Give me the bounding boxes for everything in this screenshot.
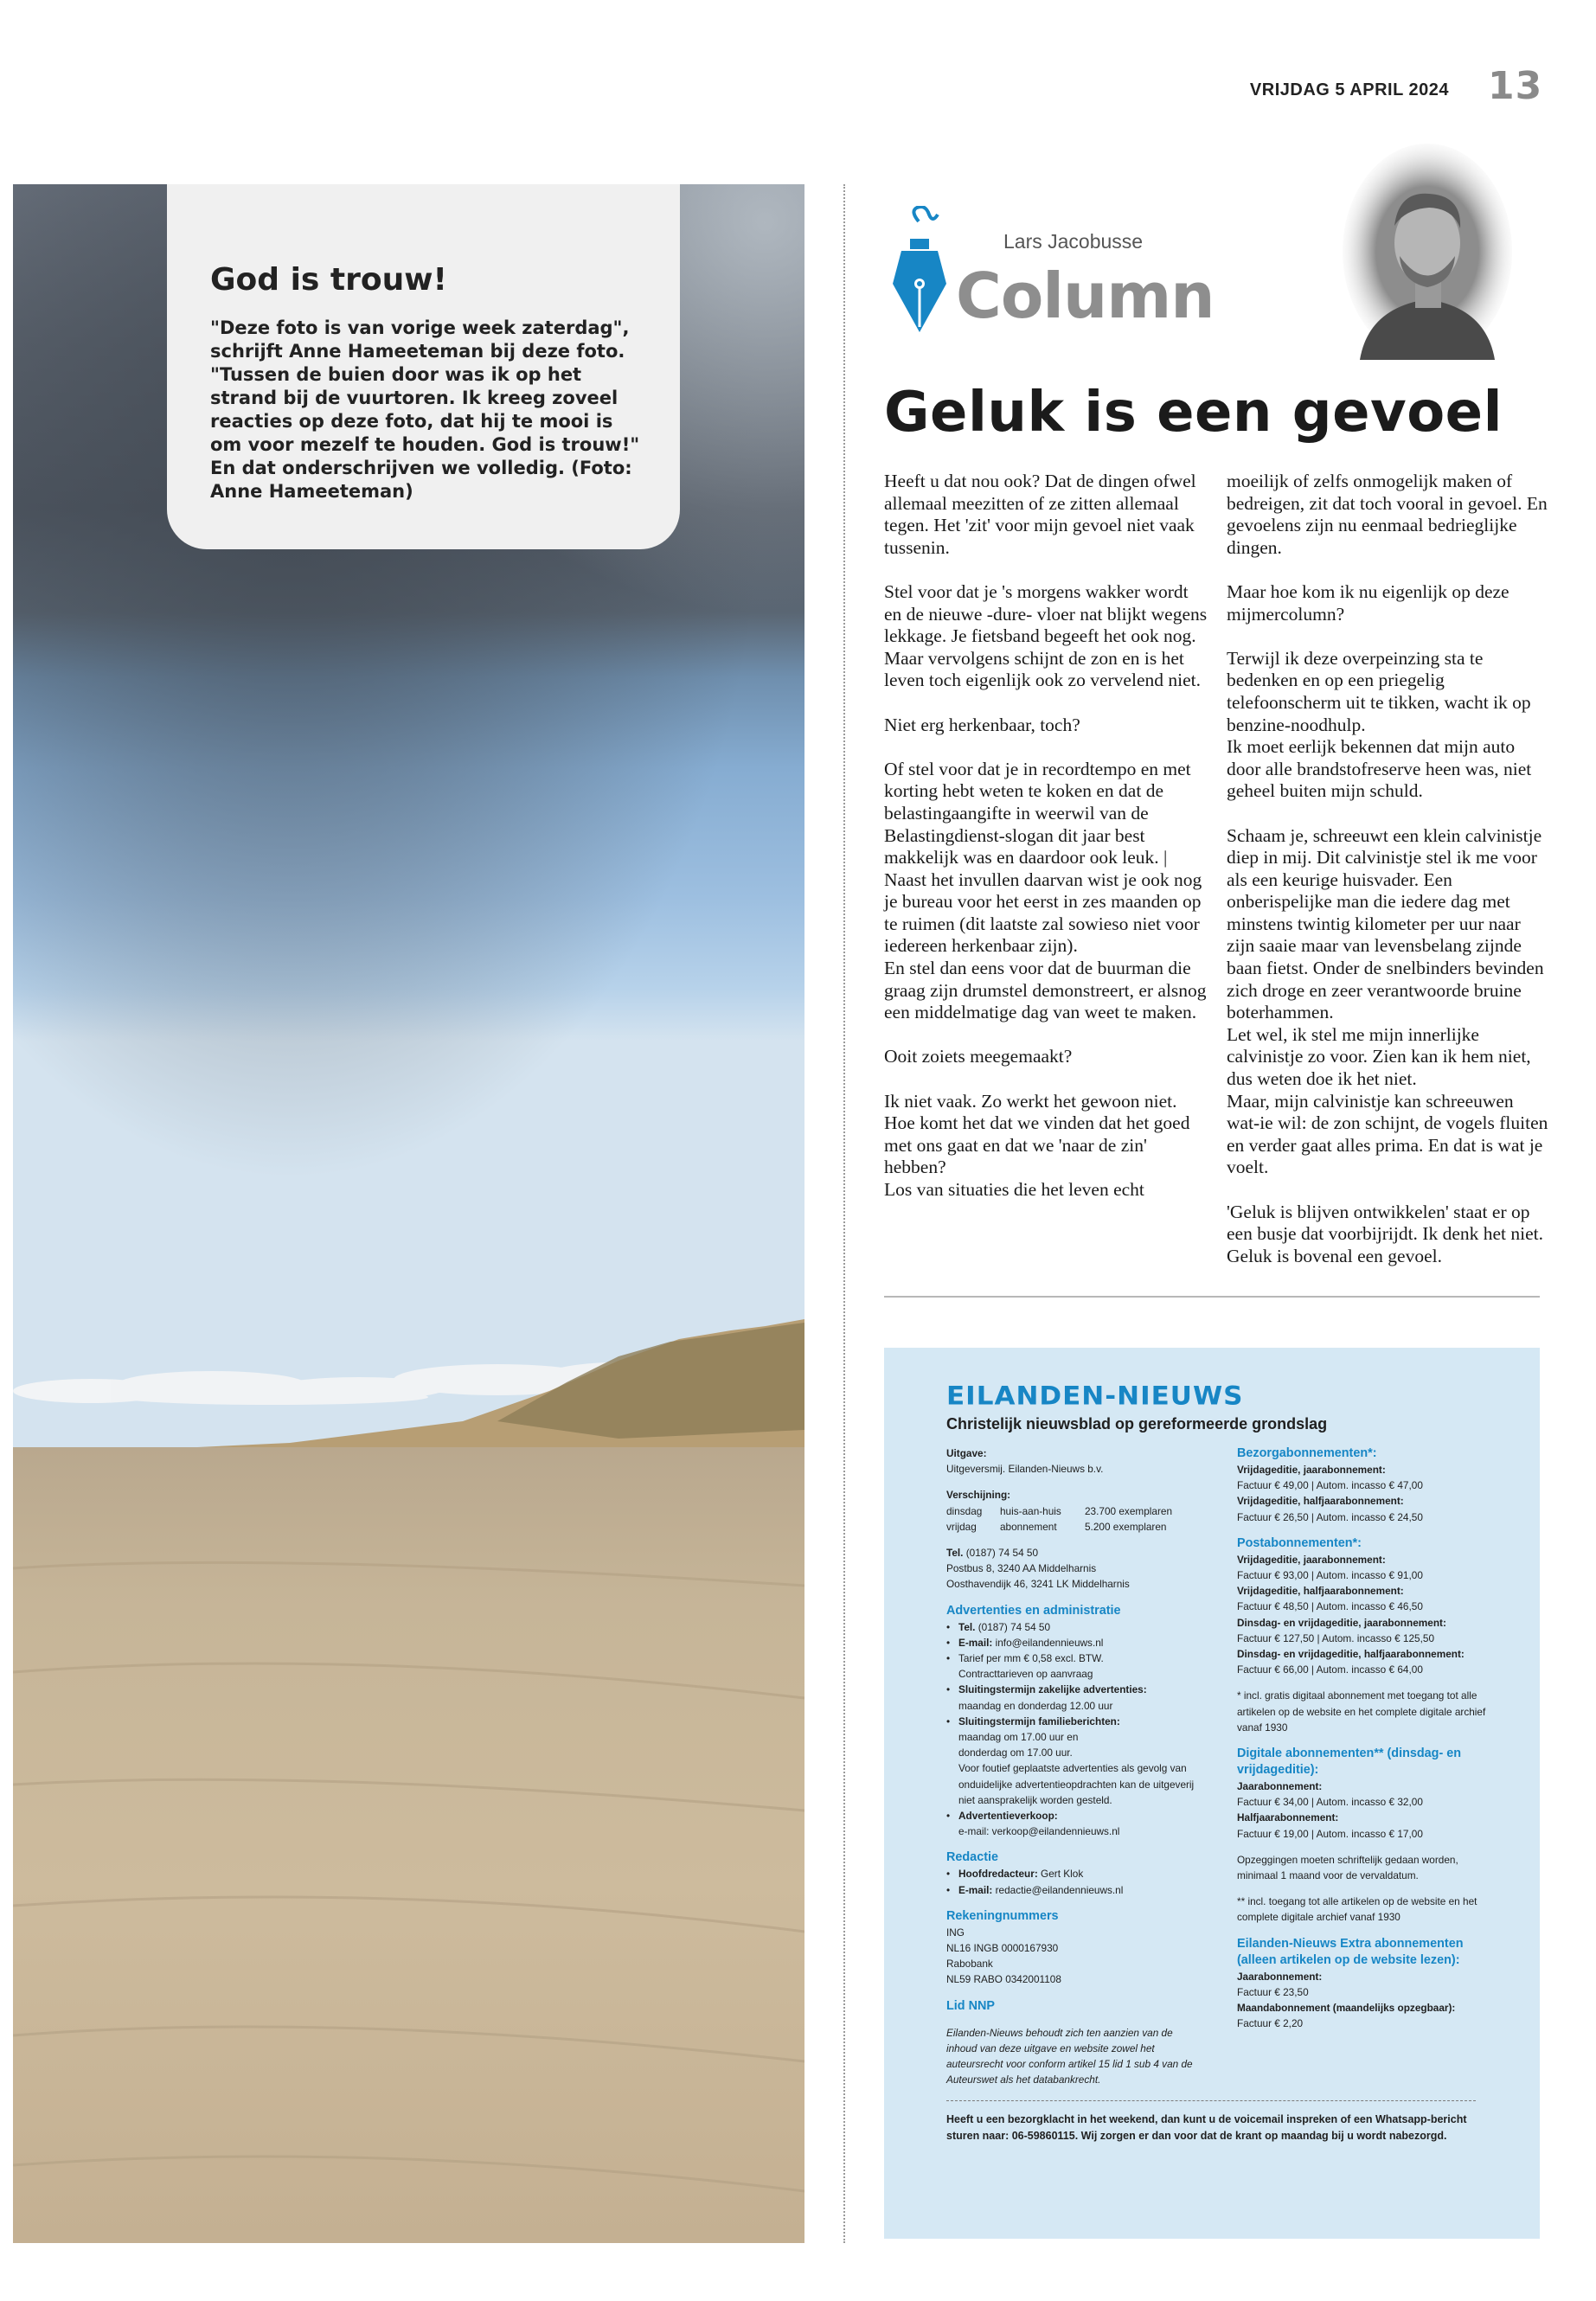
paragraph: Heeft u dat nou ook? Dat de dingen ofwel allemaal meezitten of ze zitten allemaal tegen. Het 'zit' voor mijn gevoel niet vaak tussenin. — [884, 471, 1196, 558]
paragraph: Maar, mijn calvinistje kan schreeuwen wat-ie wil: de zon schijnt, de vogels fluiten en verder gaat alles prima. En dat is wat je voelt. — [1227, 1090, 1548, 1178]
schedule-row: vrijdag abonnement 5.200 exemplaren — [946, 1520, 1167, 1533]
label: Uitgave: — [946, 1447, 987, 1459]
paragraph: Schaam je, schreeuwt een klein calvinistje diep in mij. Dit calvinistje stel ik me voor als een keurige huisvader. Een onberispelijke man die iedere dag met minstens twintig kilometer per uur naar zijn saaie maar van levensbelang zijnde baan fietst. Onder de snelbinders bevinden zich droge en zeer verantwoorde bruine boterhammen. — [1227, 824, 1544, 1023]
paragraph: Of stel voor dat je in recordtempo en met korting hebt weten te koken en dat de belastingaangifte in weerwil van de Belastingdienst-slogan dit jaar best makkelijk was en daardoor ook leuk. | Naast het invullen daarvan wist je ook nog je bureau voor het eerst in zes maanden op te ruimen (dit laatste zal sowieso niet voor iedereen herkenbaar zijn). — [884, 758, 1202, 957]
column-text-left — [884, 471, 1208, 1202]
phone: (0187) 74 54 50 — [965, 1547, 1039, 1560]
sales-email-link[interactable]: e-mail: verkoop@eilandennieuws.nl — [958, 1825, 1120, 1838]
postbus: Postbus 8, 3240 AA Middelharnis — [946, 1562, 1097, 1575]
newspaper-tagline: Christelijk nieuwsblad op gereformeerde grondslag — [946, 1415, 1328, 1433]
colophon-left-column: Uitgave: Uitgeversmij. Eilanden-Nieuws b.v. Verschijning: dinsdag huis-aan-huis 23.700 exemplaren vrijdag abonnement 5.200 exemplaren Tel. (0187) 74 54 50 Postbus 8, 3240 AA Middelharnis Oosthavendijk 46, 3241 LK Middelharnis Advertenties en administratie • Tel. (0187) 74 54 50 • E-mail: info@eilandennieuws.nl • Tarief per mm € 0,58 excl. BTW. Contracttarieven op aanvraag • Sluitingstermijn zakelijke advertenties: maandag en donderdag 12.00 uur • Sluitingstermijn familieberichten: maandag om 17.00 uur en donderdag om 17.00 uur. Voor foutief geplaatste advertenties als gevolg van onduidelijke advertentieopdrachten kan de uitgeverij niet aansprakelijk worden gesteld. • Advertentieverkoop: e-mail: verkoop@eilandennieuws.nl Redactie • Hoofdredacteur: Gert Klok • E-mail: redactie@eilandennieuws.nl Rekeningnummers ING NL16 INGB 0000167930 Rabobank NL59 RABO 0342001108 Lid NNP Eilanden-Nieuws behoudt zich ten aanzien van de inhoud van deze uitgave en website zowel het auteursrecht voor conform artikel 15 lid 1 sub 4 van de Auteurswet als het databankrecht. — [946, 1445, 1206, 2088]
paragraph: Los van situaties die het leven echt — [884, 1179, 1144, 1200]
schedule-row: dinsdag huis-aan-huis 23.700 exemplaren — [946, 1504, 1172, 1517]
copyright-notice: Eilanden-Nieuws behoudt zich ten aanzien van de inhoud van deze uitgave en website zowel het auteursrecht voor conform artikel 15 lid 1 sub 4 van de Auteurswet als het databankrecht. — [946, 2026, 1193, 2086]
paragraph: Ik moet eerlijk bekennen dat mijn auto door alle brandstofreserve heen was, niet geheel buiten mijn schuld. — [1227, 736, 1532, 802]
paragraph: Maar hoe kom ik nu eigenlijk op deze mijmercolumn? — [1227, 580, 1509, 625]
address: Oosthavendijk 46, 3241 LK Middelharnis — [946, 1578, 1130, 1591]
paragraph: Niet erg herkenbaar, toch? — [884, 714, 1080, 735]
delivery-complaint-note: Heeft u een bezorgklacht in het weekend, dan kunt u de voicemail inspreken of een Whatsapp-bericht sturen naar: 06-59860115. Wij zorgen er dan voor dat de krant op maandag bij u wordt nabezorgd. — [946, 2112, 1467, 2142]
paragraph: moeilijk of zelfs onmogelijk maken of bedreigen, zit dat toch vooral in gevoel. En gevoelens zijn nu eenmaal bedrieglijke dingen. — [1227, 471, 1548, 558]
delivery-subs-heading: Bezorgabonnementen*: — [1237, 1446, 1377, 1460]
column-label: Column — [956, 260, 1215, 332]
accounts-heading: Rekeningnummers — [946, 1908, 1059, 1923]
paragraph: Terwijl ik deze overpeinzing sta te bedenken en op een priegelig telefoonscherm uit te tikken, wacht ik op benzine-noodhulp. — [1227, 647, 1531, 735]
paragraph: En stel dan eens voor dat de buurman die graag zijn drumstel demonstreert, er alsnog een middelmatige dag van weet te maken. — [884, 958, 1207, 1023]
extra-subs-heading: Eilanden-Nieuws Extra abonnementen (alleen artikelen op de website lezen): — [1237, 1936, 1464, 1967]
paragraph: Ooit zoiets meegemaakt? — [884, 1046, 1073, 1067]
postal-subs-heading: Postabonnementen*: — [1237, 1535, 1362, 1550]
colophon — [884, 1348, 1540, 2239]
colophon-rule — [946, 2100, 1476, 2101]
publisher: Uitgeversmij. Eilanden-Nieuws b.v. — [946, 1463, 1104, 1476]
label: Verschijning: — [946, 1489, 1011, 1502]
column-author: Lars Jacobusse — [1003, 230, 1144, 253]
ads-heading: Advertenties en administratie — [946, 1603, 1121, 1618]
paragraph: 'Geluk is blijven ontwikkelen' staat er op een busje dat voorbijrijdt. Ik denk het niet. Geluk is bovenal een gevoel. — [1227, 1201, 1544, 1266]
author-portrait — [1343, 144, 1512, 360]
membership: Lid NNP — [946, 1998, 995, 2013]
issue-date: VRIJDAG 5 APRIL 2024 — [1249, 80, 1449, 99]
fountain-pen-mouse-icon — [884, 206, 953, 340]
ads-email-link[interactable]: info@eilandennieuws.nl — [995, 1636, 1104, 1649]
editorial-heading: Redactie — [946, 1850, 998, 1865]
caption-text: "Deze foto is van vorige week zaterdag", schrijft Anne Hameeteman bij deze foto. "Tussen de buien door was ik op het strand bij de vuurtoren. Ik kreeg zoveel reacties op deze foto, dat hij te mooi is om voor mezelf te houden. God is trouw!" En dat onderschrijven we volledig. (Foto: Anne Hameeteman) — [210, 317, 640, 502]
column-text-right — [1227, 471, 1551, 1267]
paragraph: Stel voor dat je 's morgens wakker wordt en de nieuwe -dure- vloer nat blijkt wegens lekkage. Je fietsband begeeft het ook nog. Maar vervolgens schijnt de zon en is het leven toch eigenlijk ook zo vervelend niet. — [884, 580, 1208, 691]
column-divider — [843, 184, 845, 2243]
digital-subs-heading: Digitale abonnementen** (dinsdag- en vrijdageditie): — [1237, 1747, 1462, 1778]
column-headline: Geluk is een gevoel — [884, 381, 1503, 445]
paragraph: Ik niet vaak. Zo werkt het gewoon niet. Hoe komt het dat we vinden dat het goed met ons gaat en dat we 'naar de zin' hebben? — [884, 1090, 1190, 1178]
newspaper-logo: EILANDEN-NIEUWS — [946, 1381, 1244, 1412]
caption-title: God is trouw! — [210, 262, 447, 298]
page-number: 13 — [1488, 64, 1543, 108]
editorial-email-link[interactable]: redactie@eilandennieuws.nl — [995, 1883, 1124, 1896]
paragraph: Let wel, ik stel me mijn innerlijke calvinistje zo voor. Zien kan ik hem niet, dus weten doe ik het niet. — [1227, 1023, 1531, 1090]
colophon-right-column: Bezorgabonnementen*: Vrijdageditie, jaarabonnement: Factuur € 49,00 | Autom. incasso € 47,00 Vrijdageditie, halfjaarabonnement: Factuur € 26,50 | Autom. incasso € 24,50 Postabonnementen*: Vrijdageditie, jaarabonnement: Factuur € 93,00 | Autom. incasso € 91,00 Vrijdageditie, halfjaarabonnement: Factuur € 48,50 | Autom. incasso € 46,50 Dinsdag- en vrijdageditie, jaarabonnement: Factuur € 127,50 | Autom. incasso € 125,50 Dinsdag- en vrijdageditie, halfjaarabonnement: Factuur € 66,00 | Autom. incasso € 64,00 * incl. gratis digitaal abonnement met toegang tot alle artikelen op de website en het complete digitale archief vanaf 1930 Digitale abonnementen** (dinsdag- en vrijdageditie): Jaarabonnement: Factuur € 34,00 | Autom. incasso € 32,00 Halfjaarabonnement: Factuur € 19,00 | Autom. incasso € 17,00 Opzeggingen moeten schriftelijk gedaan worden, minimaal 1 maand voor de vervaldatum. ** incl. toegang tot alle artikelen op de website en het complete digitale archief vanaf 1930 Eilanden-Nieuws Extra abonnementen (alleen artikelen op de website lezen): Jaarabonnement: Factuur € 23,50 Maandabonnement (maandelijks opzegbaar): Factuur € 2,20 — [1237, 1212, 1497, 2088]
photo-caption-box — [167, 184, 680, 549]
